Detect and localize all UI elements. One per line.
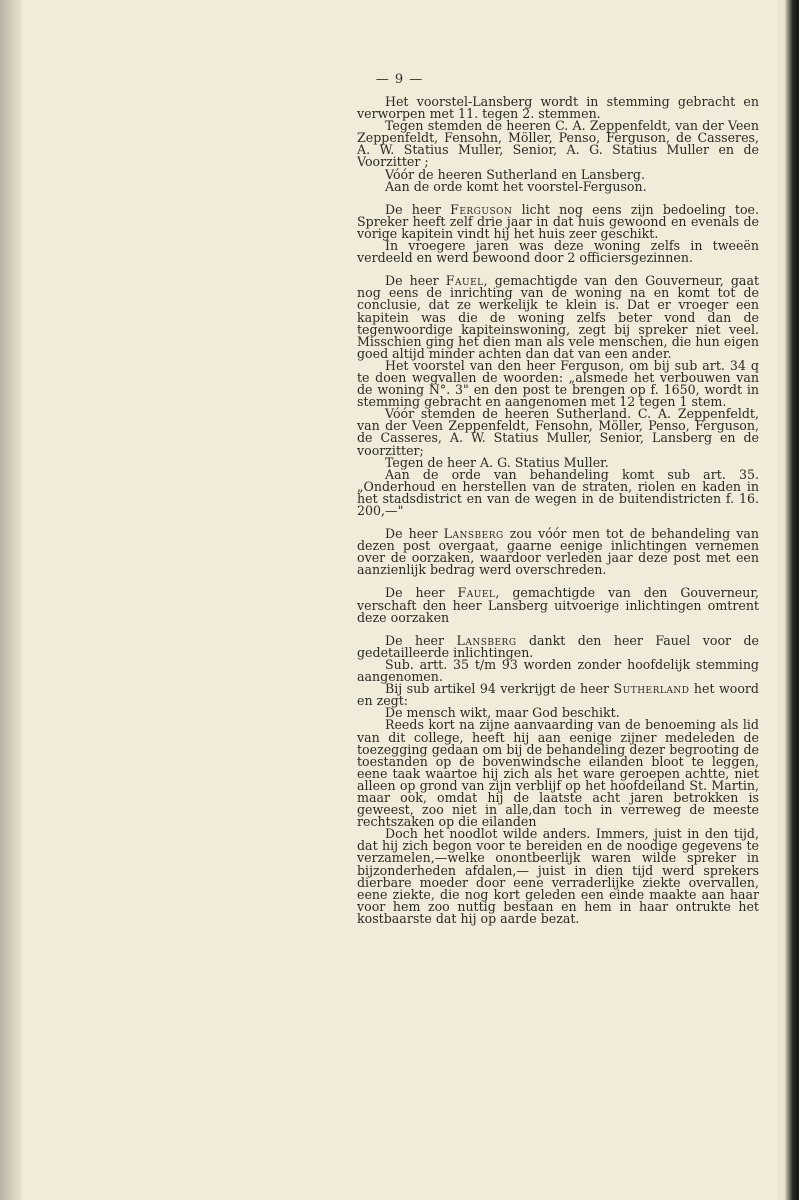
- paragraph: [357, 528, 759, 576]
- paragraph: [357, 178, 759, 194]
- speaker-name: Sutherland: [613, 681, 690, 697]
- speaker-name: Lansberg: [456, 632, 517, 648]
- paragraph-text: licht nog eens zijn bedoeling toe. Spreker heeft zelf drie jaar in dat huis gewoond en evenals de vorige kapitein vindt hij het huis zeer geschikt.: [357, 201, 760, 241]
- binding-shadow: [0, 0, 22, 1200]
- paragraph-text: In vroegere jaren was deze woning zelfs in tweeën verdeeld en werd bewoond door 2 officiersgezinnen.: [357, 238, 759, 266]
- paragraph-text: Aan de orde komt het voorstel-Ferguson.: [385, 178, 647, 194]
- paragraph-text: De heer: [385, 273, 446, 289]
- paragraph-text: Vóór stemden de heeren Sutherland. C. A. Zeppenfeldt, van der Veen Zeppenfeldt, Fensohn, Möller, Penso, Ferguson, de Casseres, A. W. Statius Muller, Senior, Lansberg en de voorzitter;: [357, 406, 759, 458]
- speaker-name: Lansberg: [443, 526, 504, 542]
- paragraph: [357, 828, 759, 925]
- paragraph-text: Bij sub artikel 94 verkrijgt de heer: [385, 681, 614, 697]
- paragraph: [357, 357, 759, 410]
- paragraph: [357, 719, 759, 828]
- speaker-name: Fauel: [445, 273, 484, 289]
- paragraph-text: zou vóór men tot de behandeling van dezen post overgaat, gaarne eenige inlichtingen vernemen over de oorzaken, waardoor verleden jaar deze post met een aanzienlijk bedrag werd overschreden.: [357, 526, 759, 578]
- paragraph-text: De heer: [385, 201, 451, 217]
- paragraph-text: Doch het noodlot wilde anders. Immers, juist in den tijd, dat hij zich begon voor te bereiden en de noodige gegevens te verzamelen,—welke onontbeerlijk waren wilde spreker in bijzonderheden afdalen,— juist in dien tijd werd sprekers dierbare moeder door eene verraderlijke ziekte overvallen, eene ziekte, die nog kort geleden een einde maakte aan haar voor hem zoo nuttig bestaan en hem in haar ontrukte het kostbaarste dat hij op aarde bezat.: [357, 826, 759, 926]
- paragraph: [357, 587, 759, 623]
- paragraph: [357, 408, 759, 456]
- paragraph-text: dankt den heer Fauel voor de gedetailleerde inlichtingen.: [357, 632, 759, 660]
- paragraph-text: het woord en zegt:: [357, 681, 759, 709]
- paragraph-text: Het voorstel-Lansberg wordt in stemming gebracht en verworpen met 11. tegen 2. stemmen.: [357, 94, 759, 122]
- paragraph: [357, 632, 759, 660]
- paragraph: [357, 275, 759, 360]
- paragraph: [357, 466, 759, 518]
- paragraph-text: , gemachtigde van den Gouverneur, verschaft den heer Lansberg uitvoerige inlichtingen omtrent deze oorzaken: [357, 585, 760, 625]
- paragraph-text: Aan de orde van behandeling komt sub art. 35. „Onderhoud en herstellen van de straten, riolen en kaden in het stadsdistrict en van de wegen in de buitendistricten f. 16. 200,—": [357, 466, 759, 518]
- paragraph-text: De heer: [385, 526, 444, 542]
- paragraph-text: Reeds kort na zijne aanvaarding van de benoeming als lid van dit college, heeft hij aan eenige zijner medeleden de toezegging gedaan om bij de behandeling dezer begrooting de toestanden op de bovenwindsche eilanden bloot te leggen, eene taak waartoe hij zich als het ware geroepen achtte, niet alleen op grond van zijn verblijf op het hoofdeiland St. Martin, maar ook, omdat hij de laatste acht jaren betrokken is geweest, zoo niet in alle,dan toch in verreweg de meeste rechtszaken op die eilanden: [357, 717, 759, 830]
- paragraph: [357, 240, 759, 264]
- paper-sheet: [22, 0, 777, 1200]
- paragraph: [357, 656, 759, 685]
- paragraph: [357, 201, 760, 241]
- paragraph-text: , gemachtigde van den Gouverneur, gaat nog eens de inrichting van de woning na en komt tot de conclusie, dat ze werkelijk te klein is. Dat er vroeger een kapitein was die de woning zelfs beter vond dan de tegenwoordige kapiteinswoning, zegt bij spreker niet veel. Misschien ging het dien man als vele menschen, die hun eigen goed altijd minder achten dan dat van een ander.: [357, 273, 760, 361]
- speaker-name: Fauel: [457, 585, 496, 601]
- scan-edge: [785, 0, 799, 1200]
- paragraph-text: De heer: [385, 632, 457, 648]
- paragraph-text: Vóór de heeren Sutherland en Lansberg.: [385, 166, 645, 182]
- speaker-name: Ferguson: [450, 201, 513, 217]
- paragraph-text: De mensch wikt, maar God beschikt.: [385, 705, 620, 721]
- paragraph-text: Sub. artt. 35 t/m 93 worden zonder hoofdelijk stemming aangenomen.: [357, 656, 759, 685]
- paragraph: [357, 683, 759, 707]
- paragraph-text: Tegen stemden de heeren C. A. Zeppenfeldt, van der Veen Zeppenfeldt, Fensohn, Möller, Penso, Ferguson, de Casseres, A. W. Statius Muller, Senior, A. G. Statius Muller en de Voorzitter ;: [357, 118, 759, 170]
- paragraph: [357, 96, 759, 120]
- paragraph-text: Tegen de heer A. G. Statius Muller.: [385, 454, 609, 470]
- paragraph-text: De heer: [385, 585, 458, 601]
- page-number: — 9 —: [375, 72, 424, 87]
- paragraph-text: Het voorstel van den heer Ferguson, om bij sub art. 34 q te doen wegvallen de woorden: „alsmede het verbouwen van de woning N°. 3" en den post te brengen op f. 1650, wordt in stemming gebracht en aangenomen met 12 tegen 1 stem.: [357, 357, 759, 410]
- paragraph: [357, 120, 759, 168]
- text-column: [357, 96, 759, 925]
